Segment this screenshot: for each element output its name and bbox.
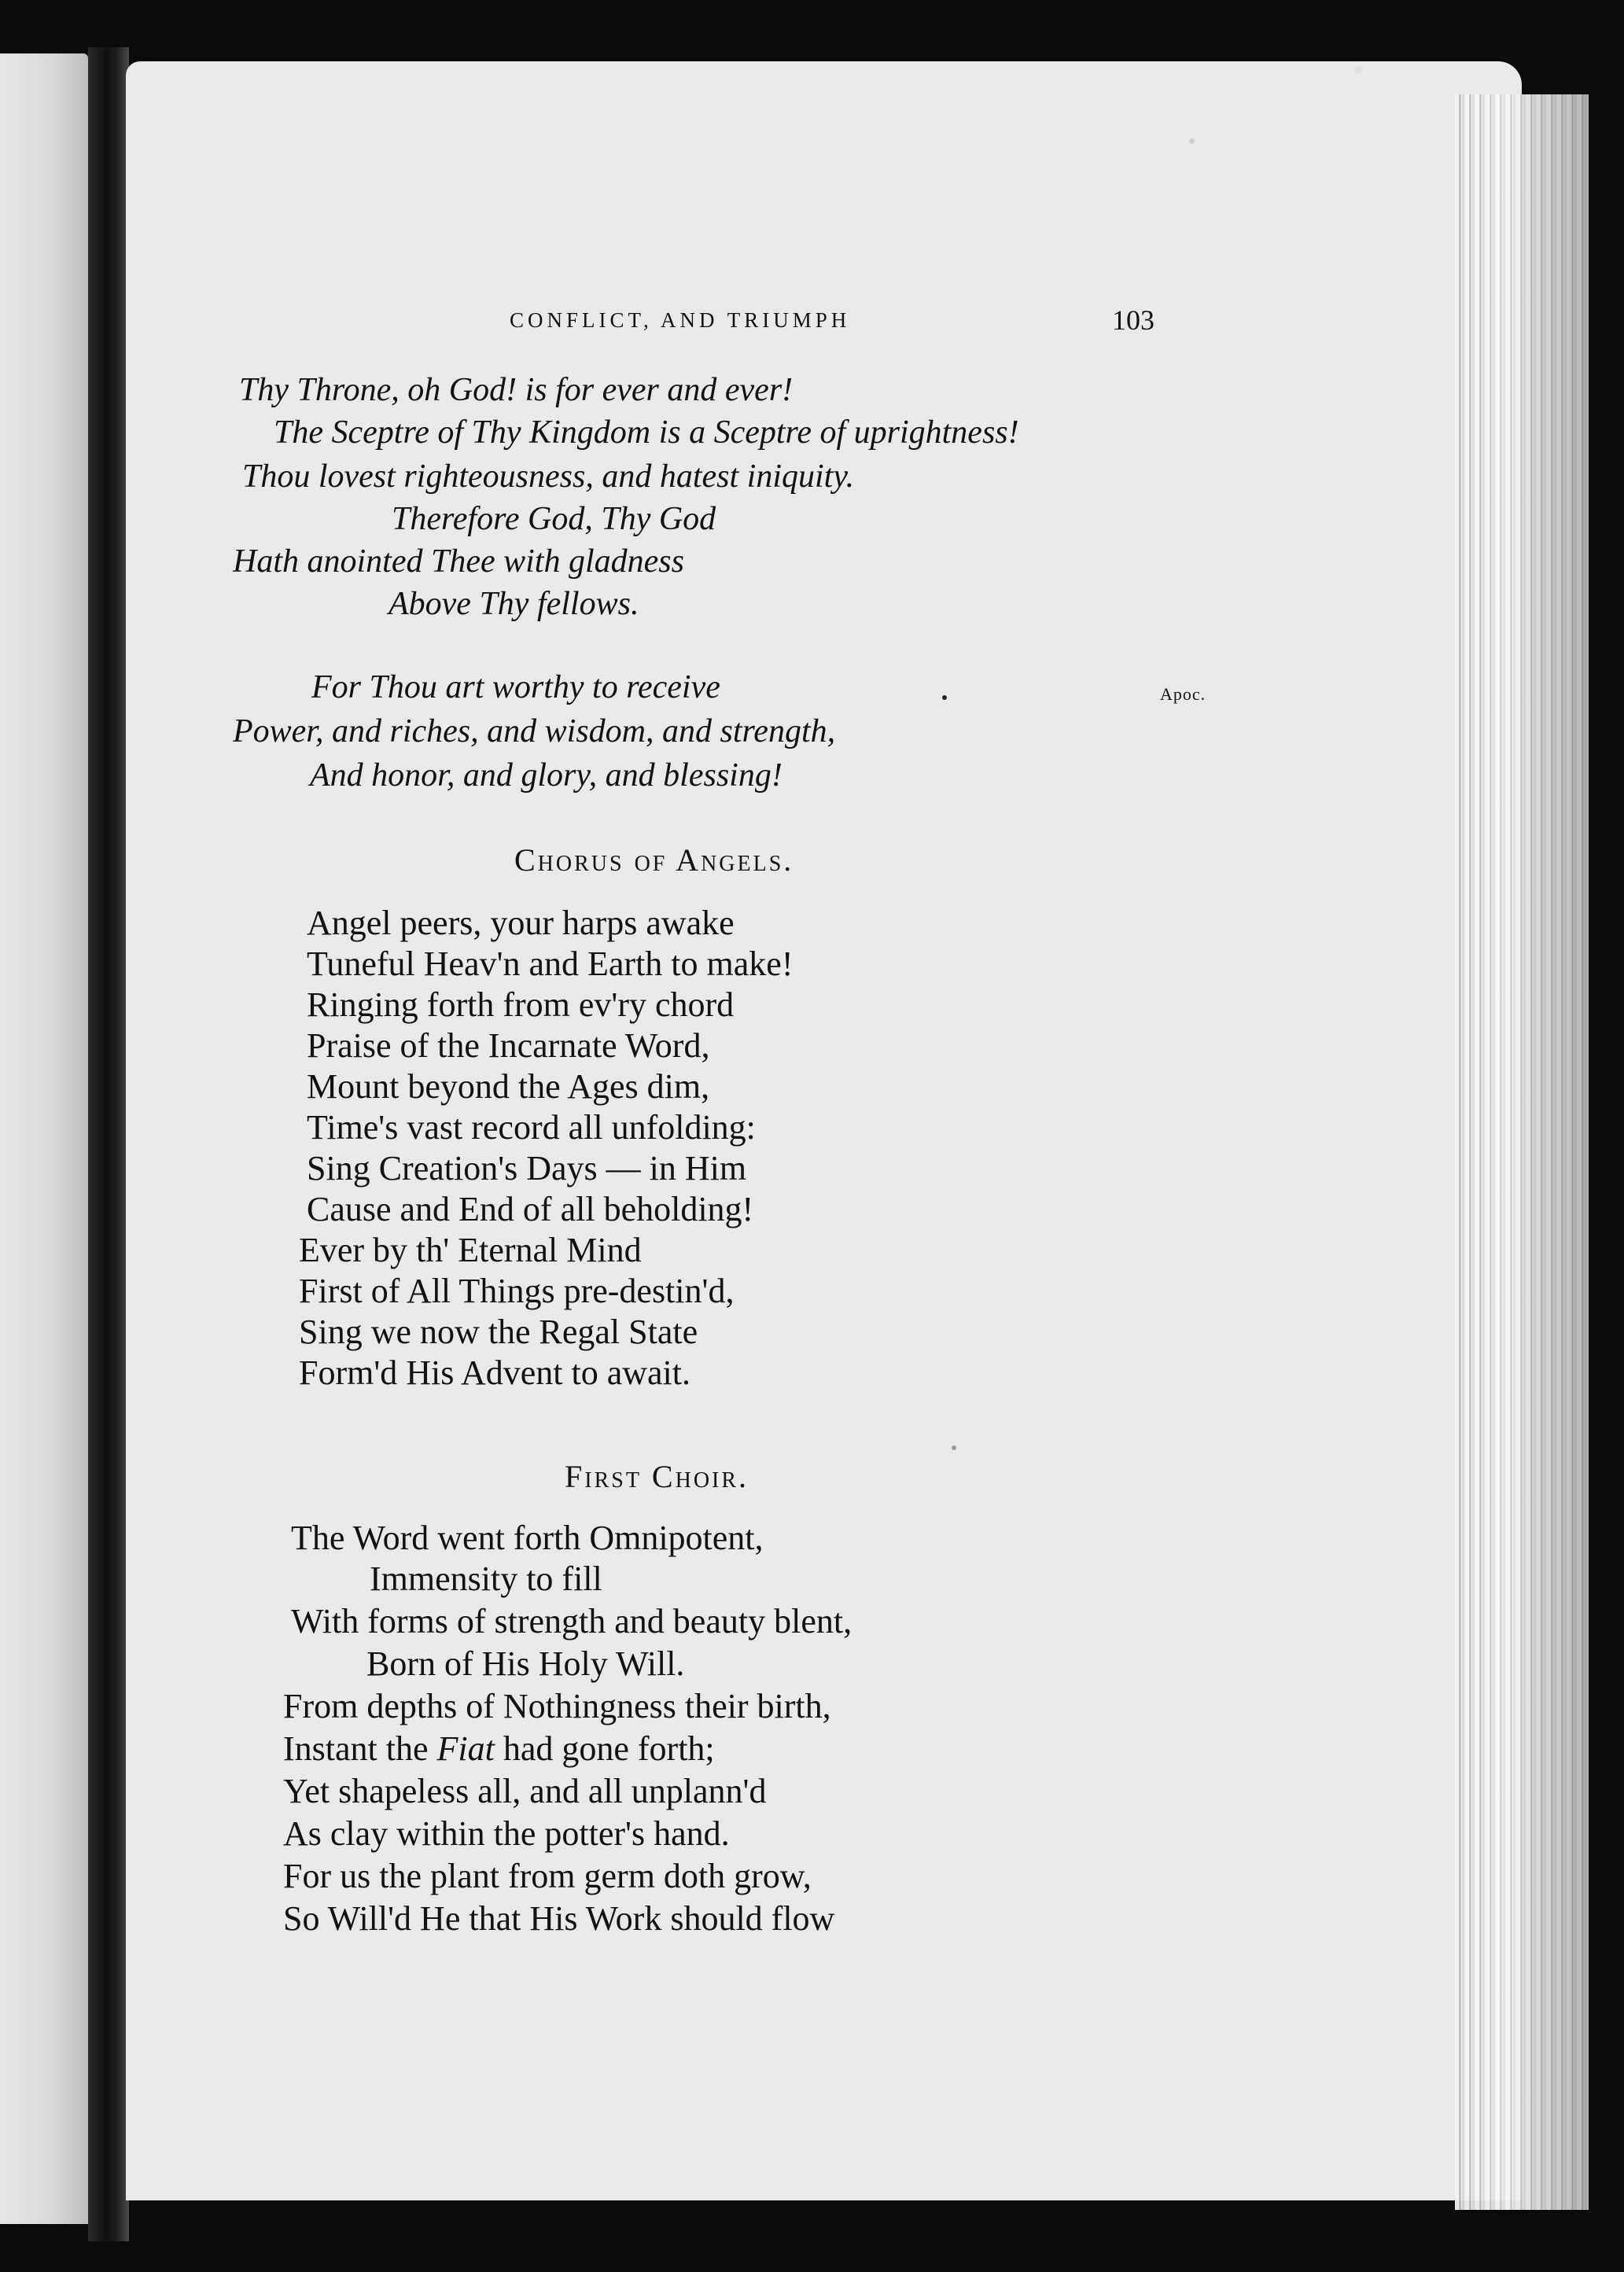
verse-line: Therefore God, Thy God xyxy=(392,501,716,537)
verse-line: First of All Things pre-destin'd, xyxy=(299,1272,735,1310)
section-heading-first-choir: First Choir. xyxy=(565,1459,749,1494)
verse-line: Instant the Fiat had gone forth; xyxy=(283,1729,715,1768)
verse-line: Thy Throne, oh God! is for ever and ever! xyxy=(239,372,794,408)
verse-line: Cause and End of all beholding! xyxy=(307,1190,754,1228)
verse-line: Above Thy fellows. xyxy=(389,586,639,622)
verse-line: The Sceptre of Thy Kingdom is a Sceptre of uprightness! xyxy=(274,414,1019,451)
verse-line: So Will'd He that His Work should flow xyxy=(283,1899,835,1938)
verse-line: And honor, and glory, and blessing! xyxy=(310,757,783,794)
margin-note: Apoc. xyxy=(1160,684,1206,704)
verse-line: Mount beyond the Ages dim, xyxy=(307,1067,710,1106)
verse-line: For Thou art worthy to receive xyxy=(311,669,720,705)
verse-line: Tuneful Heav'n and Earth to make! xyxy=(307,945,794,983)
verse-line: From depths of Nothingness their birth, xyxy=(283,1687,831,1725)
verse-line: Ever by th' Eternal Mind xyxy=(299,1231,642,1269)
verse-line: Thou lovest righteousness, and hatest iniquity. xyxy=(242,458,855,495)
section-heading-chorus: Chorus of Angels. xyxy=(514,842,794,878)
verse-line: Time's vast record all unfolding: xyxy=(307,1108,756,1147)
verse-line: Praise of the Incarnate Word, xyxy=(307,1026,710,1065)
verse-line: Sing we now the Regal State xyxy=(299,1313,698,1351)
verse-line: The Word went forth Omnipotent, xyxy=(291,1519,764,1557)
verse-line: Hath anointed Thee with gladness xyxy=(233,543,684,580)
verse-line: As clay within the potter's hand. xyxy=(283,1814,730,1853)
verse-line: Angel peers, your harps awake xyxy=(307,904,735,942)
facing-page-edge xyxy=(0,53,88,2224)
verse-line: For us the plant from germ doth grow, xyxy=(283,1857,812,1895)
verse-line: Form'd His Advent to await. xyxy=(299,1353,691,1392)
verse-line: Sing Creation's Days — in Him xyxy=(307,1149,747,1188)
verse-line: Immensity to fill xyxy=(370,1559,602,1598)
fiat-word: Fiat xyxy=(436,1729,495,1768)
page-number: 103 xyxy=(1112,304,1154,336)
verse-line: Born of His Holy Will. xyxy=(366,1644,685,1683)
verse-line: Ringing forth from ev'ry chord xyxy=(307,985,735,1024)
verse-line: Yet shapeless all, and all unplann'd xyxy=(283,1772,767,1810)
verse-line: Power, and riches, and wisdom, and strength, xyxy=(233,713,836,749)
verse-line: With forms of strength and beauty blent, xyxy=(291,1602,853,1640)
book-gutter xyxy=(88,47,129,2241)
running-head: CONFLICT, AND TRIUMPH xyxy=(510,308,851,332)
